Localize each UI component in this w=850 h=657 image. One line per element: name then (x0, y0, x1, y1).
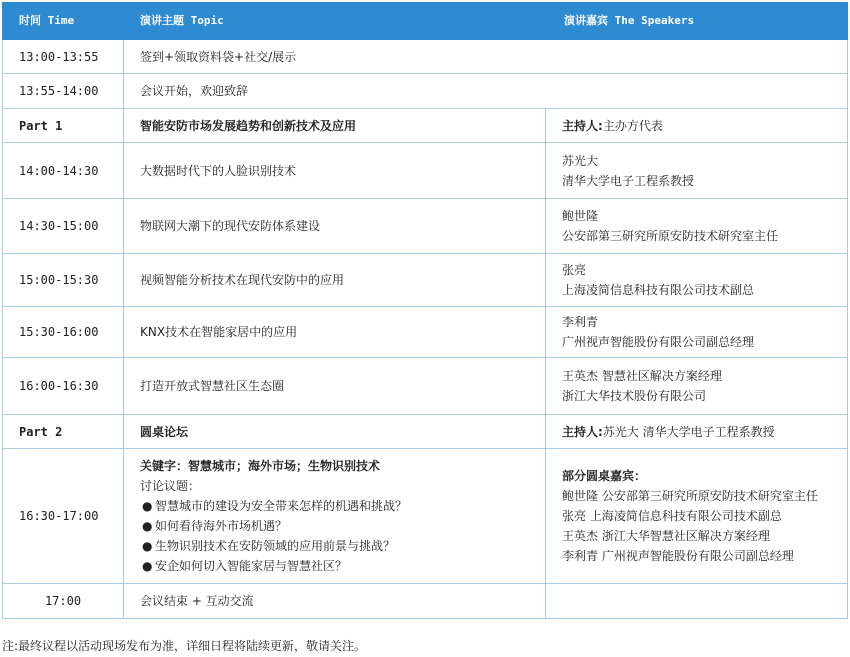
host-name: 主办方代表 (602, 118, 663, 133)
speaker-name: 王英杰 智慧社区解决方案经理 (562, 369, 722, 383)
part-label: Part 2 (3, 415, 124, 449)
list-item (140, 496, 545, 516)
speaker-title: 广州视声智能股份有限公司副总经理 (562, 335, 755, 349)
time-cell: 14:30-15:00 (3, 199, 124, 254)
speaker-cell (546, 143, 848, 199)
discussion-label: 讨论议题： (140, 479, 201, 493)
header-speakers: 演讲嘉宾 The Speakers (546, 3, 848, 40)
header-time: 时间 Time (3, 3, 124, 40)
topic-cell: 签到+领取资料袋+社交/展示 (124, 40, 848, 74)
table-header-row (3, 3, 848, 40)
part-label: Part 1 (3, 109, 124, 143)
topic-cell: 会议开始，欢迎致辞 (124, 74, 848, 109)
question-text: 智慧城市的建设为安全带来怎样的机遇和挑战？ (155, 499, 408, 513)
speaker-title: 公安部第三研究所原安防技术研究室主任 (562, 229, 779, 243)
panelist: 鲍世隆 公安部第三研究所原安防技术研究室主任 (562, 489, 818, 503)
topic-cell: 圆桌论坛 (124, 415, 546, 449)
topic-cell: 打造开放式智慧社区生态圈 (124, 358, 546, 415)
topic-cell: KNX技术在智能家居中的应用 (124, 307, 546, 358)
header-topic: 演讲主题 Topic (124, 3, 546, 40)
speaker-cell (546, 307, 848, 358)
host-name: 苏光大 清华大学电子工程系教授 (602, 424, 775, 439)
time-cell: 15:30-16:00 (3, 307, 124, 358)
speaker-cell (546, 358, 848, 415)
panelist: 李利青 广州视声智能股份有限公司副总经理 (562, 549, 794, 563)
bullet-icon: ● (142, 499, 153, 513)
question-text: 如何看待海外市场机遇？ (155, 519, 288, 533)
speaker-cell (546, 109, 848, 143)
speaker-name: 鲍世隆 (562, 209, 599, 223)
topic-cell (124, 449, 546, 584)
speaker-name: 李利青 (562, 315, 599, 329)
speaker-cell (546, 199, 848, 254)
table-row (3, 449, 848, 584)
speaker-title: 浙江大华技术股份有限公司 (562, 389, 707, 403)
time-cell: 16:00-16:30 (3, 358, 124, 415)
panelist: 张亮 上海凌简信息科技有限公司技术副总 (562, 509, 782, 523)
part-row (3, 109, 848, 143)
table-row (3, 143, 848, 199)
speaker-cell (546, 254, 848, 307)
list-item (140, 536, 545, 556)
time-cell: 15:00-15:30 (3, 254, 124, 307)
speaker-title: 上海凌简信息科技有限公司技术副总 (562, 283, 755, 297)
table-row (3, 307, 848, 358)
topic-cell: 智能安防市场发展趋势和创新技术及应用 (124, 109, 546, 143)
table-row (3, 584, 848, 619)
panel-label: 部分圆桌嘉宾： (562, 469, 647, 483)
question-text: 安企如何切入智能家居与智慧社区？ (155, 559, 348, 573)
table-row (3, 199, 848, 254)
time-cell: 17:00 (3, 584, 124, 619)
table-row (3, 254, 848, 307)
time-cell: 13:00-13:55 (3, 40, 124, 74)
panelist: 王英杰 浙江大华智慧社区解决方案经理 (562, 529, 770, 543)
bullet-icon: ● (142, 539, 153, 553)
bullet-icon: ● (142, 559, 153, 573)
question-text: 生物识别技术在安防领域的应用前景与挑战？ (155, 539, 396, 553)
topic-cell: 会议结束 + 互动交流 (124, 584, 546, 619)
time-cell: 13:55-14:00 (3, 74, 124, 109)
speaker-title: 清华大学电子工程系教授 (562, 173, 695, 188)
speaker-cell (546, 584, 848, 619)
keywords: 关键字：智慧城市；海外市场；生物识别技术 (140, 459, 381, 473)
question-list (140, 496, 545, 576)
agenda-table (2, 2, 848, 619)
topic-cell: 大数据时代下的人脸识别技术 (124, 143, 546, 199)
part-row (3, 415, 848, 449)
host-label: 主持人: (562, 118, 603, 133)
topic-cell: 物联网大潮下的现代安防体系建设 (124, 199, 546, 254)
footnote: 注:最终议程以活动现场发布为准，详细日程将陆续更新，敬请关注。 (2, 639, 367, 653)
table-row (3, 40, 848, 74)
list-item (140, 516, 545, 536)
table-row (3, 358, 848, 415)
time-cell: 14:00-14:30 (3, 143, 124, 199)
list-item (140, 556, 545, 576)
topic-cell: 视频智能分析技术在现代安防中的应用 (124, 254, 546, 307)
bullet-icon: ● (142, 519, 153, 533)
speaker-name: 张亮 (562, 263, 587, 277)
speaker-name: 苏光大 (562, 153, 599, 168)
time-cell: 16:30-17:00 (3, 449, 124, 584)
host-label: 主持人: (562, 424, 603, 439)
table-row (3, 74, 848, 109)
speaker-cell (546, 449, 848, 584)
speaker-cell (546, 415, 848, 449)
